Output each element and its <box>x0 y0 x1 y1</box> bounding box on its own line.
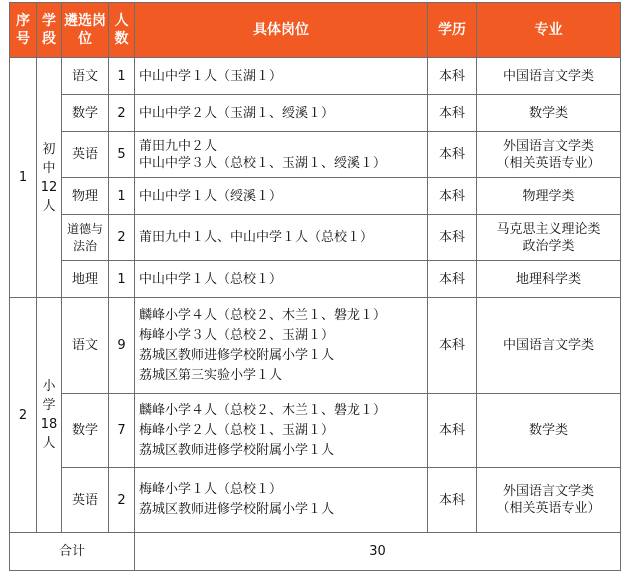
major-line: 地理科学类 <box>515 271 581 287</box>
detail-line: 荔城区教师进修学校附属小学１人 <box>139 347 335 363</box>
detail-line: 中山中学３人（总校１、玉湖１、绶溪１） <box>139 155 387 171</box>
count-cell: 1 <box>109 178 135 215</box>
header-degree: 学历 <box>428 3 477 58</box>
table-row <box>10 215 621 261</box>
total-label: 合计 <box>10 533 135 571</box>
degree-cell: 本科 <box>428 261 477 298</box>
detail-cell <box>135 261 428 298</box>
major-cell <box>477 58 621 95</box>
major-cell <box>477 132 621 178</box>
detail-cell <box>135 468 428 533</box>
table-row <box>10 132 621 178</box>
subject-cell: 语文 <box>62 298 109 394</box>
header-count: 人数 <box>109 3 135 58</box>
count-cell: 2 <box>109 215 135 261</box>
count-cell: 2 <box>109 95 135 132</box>
major-cell <box>477 468 621 533</box>
major-line: 中国语言文学类 <box>502 338 594 353</box>
detail-cell <box>135 215 428 261</box>
degree-cell: 本科 <box>428 394 477 468</box>
degree-cell: 本科 <box>428 58 477 95</box>
subject-cell: 道德与法治 <box>62 215 109 261</box>
detail-line: 梅峰小学３人（总校２、玉湖１） <box>139 327 335 343</box>
major-line: 外国语言文学类 <box>502 138 594 154</box>
recruitment-table <box>9 2 621 571</box>
detail-line: 荔城区教师进修学校附属小学１人 <box>139 442 335 458</box>
major-line: 中国语言文学类 <box>502 68 594 84</box>
degree-cell: 本科 <box>428 468 477 533</box>
header-detail: 具体岗位 <box>135 3 428 58</box>
table-row <box>10 394 621 468</box>
detail-cell <box>135 394 428 468</box>
detail-line: 麟峰小学４人（总校２、木兰１、磐龙１） <box>139 402 387 418</box>
detail-cell <box>135 95 428 132</box>
table-row <box>10 468 621 533</box>
major-line: （相关英语专业） <box>496 501 601 516</box>
detail-line: 中山中学１人（玉湖１） <box>139 68 283 84</box>
detail-line: 荔城区教师进修学校附属小学１人 <box>139 502 335 517</box>
table-row <box>10 95 621 132</box>
subject-cell: 物理 <box>62 178 109 215</box>
header-position: 遴选岗位 <box>62 3 109 58</box>
major-cell <box>477 261 621 298</box>
count-cell: 1 <box>109 261 135 298</box>
major-line: 外国语言文学类 <box>502 484 594 499</box>
degree-cell: 本科 <box>428 215 477 261</box>
detail-cell <box>135 298 428 394</box>
detail-cell <box>135 132 428 178</box>
detail-cell <box>135 178 428 215</box>
count-cell: 2 <box>109 468 135 533</box>
table-row <box>10 261 621 298</box>
major-cell <box>477 298 621 394</box>
seq-cell: 1 <box>10 58 37 298</box>
table-row <box>10 178 621 215</box>
subject-cell: 数学 <box>62 95 109 132</box>
major-line: 数学类 <box>528 423 568 438</box>
subject-cell: 英语 <box>62 132 109 178</box>
table-row <box>10 58 621 95</box>
subject-cell: 英语 <box>62 468 109 533</box>
detail-line: 梅峰小学２人（总校１、玉湖１） <box>139 422 335 438</box>
major-line: 政治学类 <box>522 238 575 254</box>
degree-cell: 本科 <box>428 132 477 178</box>
detail-line: 莆田九中２人 <box>139 138 218 154</box>
major-cell <box>477 394 621 468</box>
header-major: 专业 <box>477 3 621 58</box>
header-seq: 序号 <box>10 3 37 58</box>
major-cell <box>477 178 621 215</box>
stage-cell: 小学18人 <box>37 298 62 533</box>
major-line: 数学类 <box>528 105 568 121</box>
count-cell: 9 <box>109 298 135 394</box>
degree-cell: 本科 <box>428 298 477 394</box>
major-line: 物理学类 <box>522 188 575 204</box>
detail-line: 中山中学２人（玉湖１、绶溪１） <box>139 105 335 121</box>
degree-cell: 本科 <box>428 95 477 132</box>
seq-cell: 2 <box>10 298 37 533</box>
major-cell <box>477 95 621 132</box>
count-cell: 1 <box>109 58 135 95</box>
detail-cell <box>135 58 428 95</box>
count-cell: 7 <box>109 394 135 468</box>
subject-cell: 地理 <box>62 261 109 298</box>
stage-cell: 初中12人 <box>37 58 62 298</box>
detail-line: 中山中学１人（绶溪１） <box>139 188 283 204</box>
major-cell <box>477 215 621 261</box>
header-stage: 学段 <box>37 3 62 58</box>
detail-line: 莆田九中１人、中山中学１人（总校１） <box>139 230 374 245</box>
total-row <box>10 533 621 571</box>
detail-line: 麟峰小学４人（总校２、木兰１、磐龙１） <box>139 307 387 323</box>
detail-line: 中山中学１人（总校１） <box>139 271 283 287</box>
count-cell: 5 <box>109 132 135 178</box>
subject-cell: 语文 <box>62 58 109 95</box>
total-value: 30 <box>135 533 621 571</box>
detail-line: 荔城区第三实验小学１人 <box>139 367 283 383</box>
subject-cell: 数学 <box>62 394 109 468</box>
degree-cell: 本科 <box>428 178 477 215</box>
major-line: （相关英语专业） <box>496 155 601 171</box>
header-row <box>10 3 621 58</box>
detail-line: 梅峰小学１人（总校１） <box>139 482 283 497</box>
major-line: 马克思主义理论类 <box>496 221 601 237</box>
table-row <box>10 298 621 394</box>
